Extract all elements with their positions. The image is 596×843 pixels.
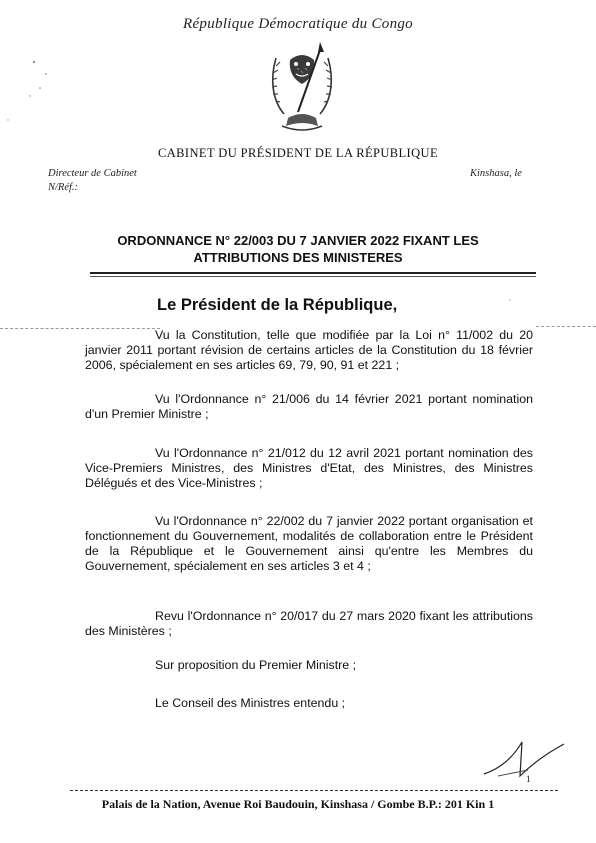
coat-of-arms-emblem (266, 38, 338, 136)
title-rule-thin (90, 276, 536, 277)
title-line-1: ORDONNANCE N° 22/003 DU 7 JANVIER 2022 FIXANT LES (117, 233, 479, 248)
title-line-2: ATTRIBUTIONS DES MINISTERES (193, 250, 403, 265)
page-number: 1 (526, 774, 531, 784)
footer-rule (70, 790, 558, 791)
paragraph-revu: Revu l'Ordonnance n° 20/017 du 27 mars 2020 fixant les attributions des Ministères ; (85, 609, 533, 638)
paragraph-vice-premiers: Vu l'Ordonnance n° 21/012 du 12 avril 2021 portant nomination des Vice-Premiers Ministres, des Ministres d'Etat, des Ministres, des Ministres Délégués et des Vice-Ministres ; (85, 446, 533, 490)
paragraph-constitution: Vu la Constitution, telle que modifiée par la Loi n° 11/002 du 20 janvier 2011 portant révision de certains articles de la Constitution du 18 février 2006, spécialement en ses articles 69, 79, 90, 91 et 221 ; (85, 328, 533, 372)
paragraph-proposition: Sur proposition du Premier Ministre ; (155, 658, 357, 672)
paragraph-organisation: Vu l'Ordonnance n° 22/002 du 7 janvier 2022 portant organisation et fonctionnement du Gouvernement, modalités de collaboration entre le Président de la République et le Gouvernement ainsi qu'entre les Membres du Gouvernement, spécialement en ses articles 3 et 4 ; (85, 514, 533, 573)
director-label: Directeur de Cabinet (48, 168, 137, 179)
president-heading: Le Président de la République, (157, 296, 398, 314)
republic-heading: République Démocratique du Congo (183, 16, 413, 32)
scan-line-right (536, 326, 596, 327)
paragraph-premier-ministre: Vu l'Ordonnance n° 21/006 du 14 février 2021 portant nomination d'un Premier Ministre ; (85, 392, 533, 421)
cabinet-heading: CABINET DU PRÉSIDENT DE LA RÉPUBLIQUE (158, 146, 438, 160)
ordinance-title (60, 232, 536, 266)
reference-label: N/Réf.: (48, 182, 79, 193)
footer-address: Palais de la Nation, Avenue Roi Baudouin, Kinshasa / Gombe B.P.: 201 Kin 1 (101, 797, 495, 811)
place-date-label: Kinshasa, le (470, 168, 522, 179)
handwritten-initial (478, 736, 568, 786)
paragraph-conseil: Le Conseil des Ministres entendu ; (155, 696, 346, 710)
title-rule (90, 272, 536, 274)
